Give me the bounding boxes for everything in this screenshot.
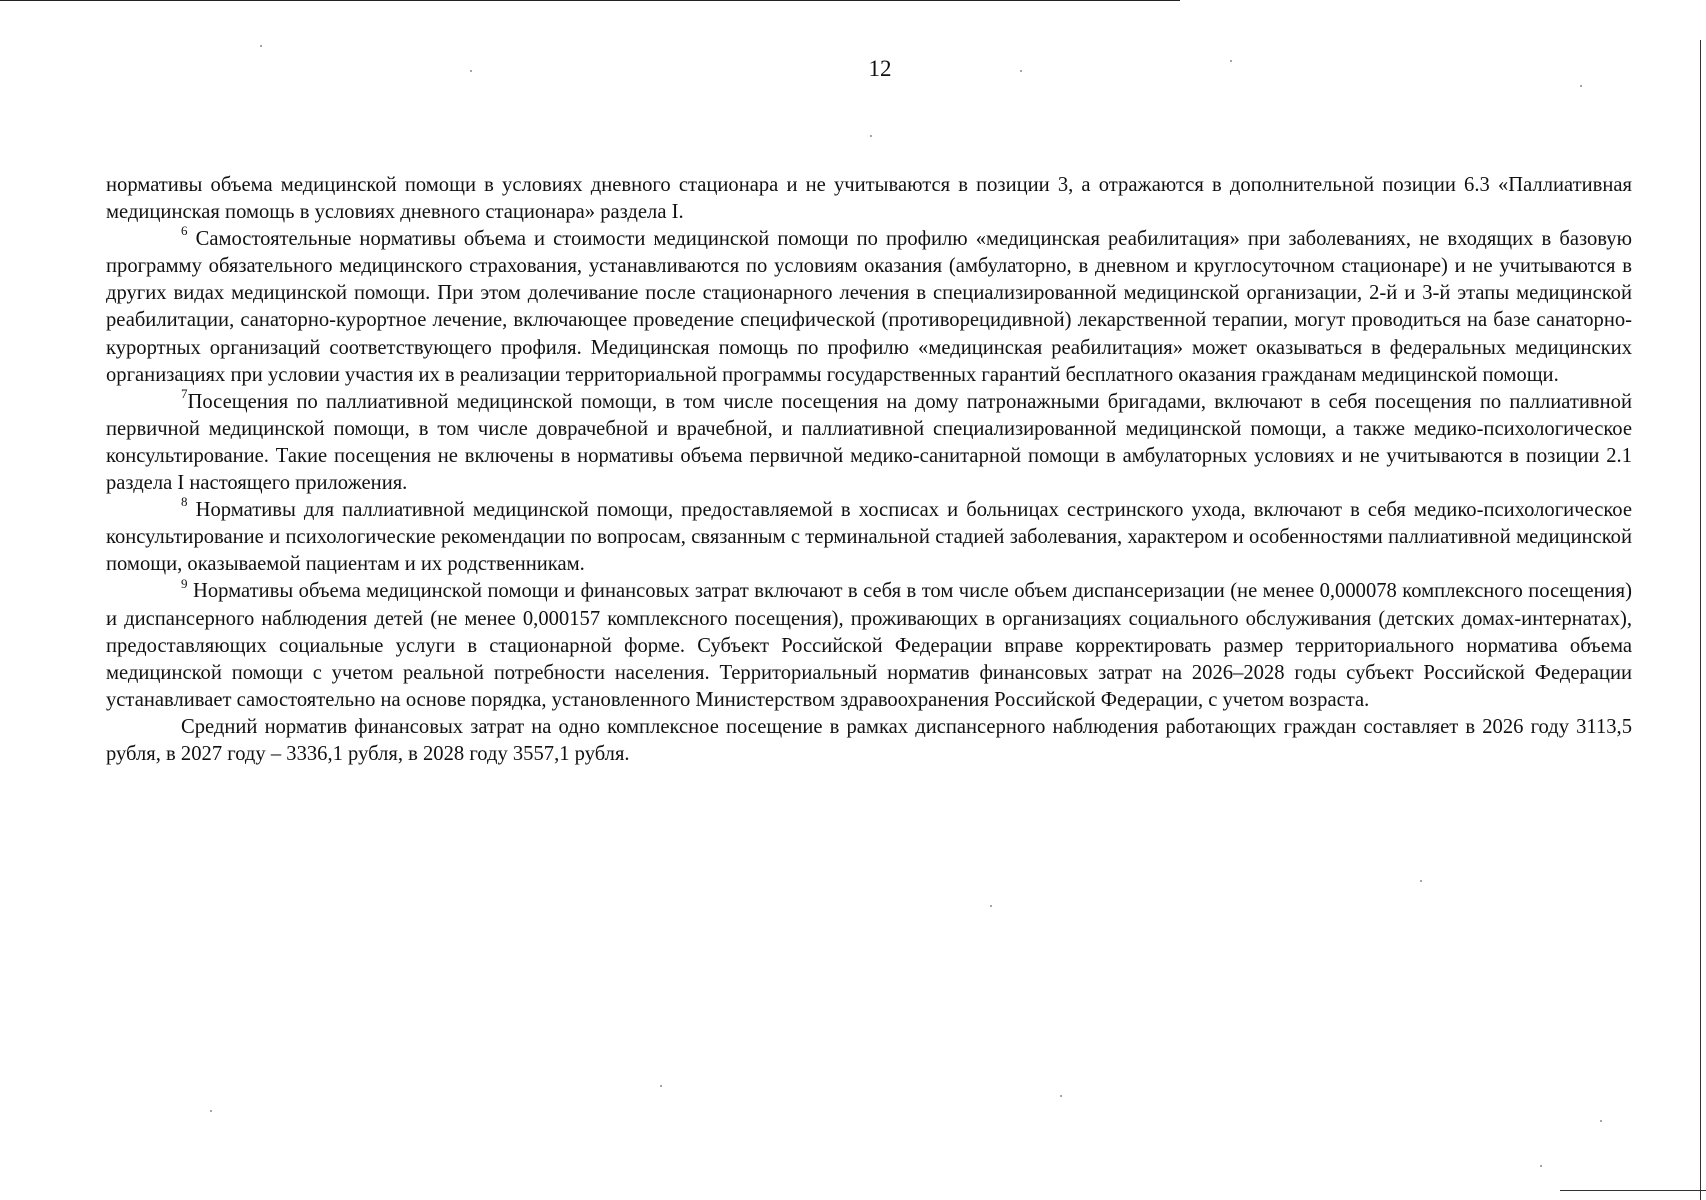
scan-border-right [1700,40,1701,1200]
scan-speck [210,1110,212,1112]
scan-speck [1540,1165,1542,1167]
footnote-marker-7: 7 [181,385,188,401]
paragraph-average-cost: Средний норматив финансовых затрат на одно комплексное посещение в рамках диспансерного наблюдения работающих граждан составляет в 2026 году 3113,5 рубля, в 2027 году – 3336,1 рубля, в 2028 году 3557,1 рубля. [106,715,1632,765]
footnote-7-text: Посещения по паллиативной медицинской помощи, в том числе посещения на дому патронажными бригадами, включают в себя посещения по паллиативной первичной медицинской помощи, в том числе доврачебной и врачебной, и паллиативной специализированной медицинской помощи, а также медико-психологическое консультирование. Такие посещения не включены в нормативы объема первичной медико-санитарной помощи в амбулаторных условиях и не учитываются в позиции 2.1 раздела I настоящего приложения. [106,390,1632,495]
footnote-7 [106,385,1632,497]
scan-speck [990,905,992,907]
footnote-marker-8: 8 [181,494,188,510]
scan-speck [1230,60,1232,62]
paragraph-continuation: нормативы объема медицинской помощи в условиях дневного стационара и не учитываются в позиции 3, а отражаются в дополнительной позиции 6.3 «Паллиативная медицинская помощь в условиях дневного стационара» раздела I. [106,174,1632,224]
footnote-8 [106,494,1632,578]
scan-speck [1420,880,1422,882]
footnote-marker-9: 9 [181,575,188,591]
scan-border-top [0,0,1180,1]
footnote-8-text: Нормативы для паллиативной медицинской помощи, предоставляемой в хосписах и больницах сестринского ухода, включают в себя медико-психологическое консультирование и психологические рекомендации по вопросам, связанным с терминальной стадией заболевания, характером и особенностями паллиативной медицинской помощи, оказываемой пациентам и их родственникам. [106,499,1632,576]
scan-speck [1580,85,1582,87]
document-body [106,172,1632,768]
scan-speck [1020,70,1022,72]
footnote-9 [106,575,1632,713]
footnote-6-text: Самостоятельные нормативы объема и стоимости медицинской помощи по профилю «медицинская реабилитация» при заболеваниях, не входящих в базовую программу обязательного медицинского страхования, устанавливаются по условиям оказания (амбулаторно, в дневном и круглосуточном стационаре) и не учитываются в других видах медицинской помощи. При этом долечивание после стационарного лечения в специализированной медицинской организации, 2-й и 3-й этапы медицинской реабилитации, санаторно-курортное лечение, включающее проведение специфической (противорецидивной) лекарственной терапии, могут проводиться на базе санаторно-курортных организаций соответствующего профиля. Медицинская помощь по профилю «медицинская реабилитация» может оказываться в федеральных медицинских организациях при условии участия их в реализации территориальной программы государственных гарантий бесплатного оказания гражданам медицинской помощи. [106,228,1632,386]
scan-speck [470,70,472,72]
page-number: 12 [868,56,892,81]
scan-speck [1600,1120,1602,1122]
footnote-9-text: Нормативы объема медицинской помощи и финансовых затрат включают в себя в том числе объем диспансеризации (не менее 0,000078 комплексного посещения) и диспансерного наблюдения детей (не менее 0,000157 комплексного посещения), проживающих в организациях социального обслуживания (детских домах-интернатах), предоставляющих социальные услуги в стационарной форме. Субъект Российской Федерации вправе корректировать размер территориального норматива объема медицинской помощи с учетом реальной потребности населения. Территориальный норматив финансовых затрат на 2026–2028 годы субъект Российской Федерации устанавливает самостоятельно на основе порядка, установленного Министерством здравоохранения Российской Федерации, с учетом возраста. [106,580,1632,711]
scan-border-bottom [1560,1190,1706,1191]
footnote-marker-6: 6 [181,223,188,239]
scan-speck [260,45,262,47]
scan-speck [870,135,872,137]
scan-speck [1060,1095,1062,1097]
footnote-6 [106,223,1632,389]
scan-speck [660,1085,662,1087]
